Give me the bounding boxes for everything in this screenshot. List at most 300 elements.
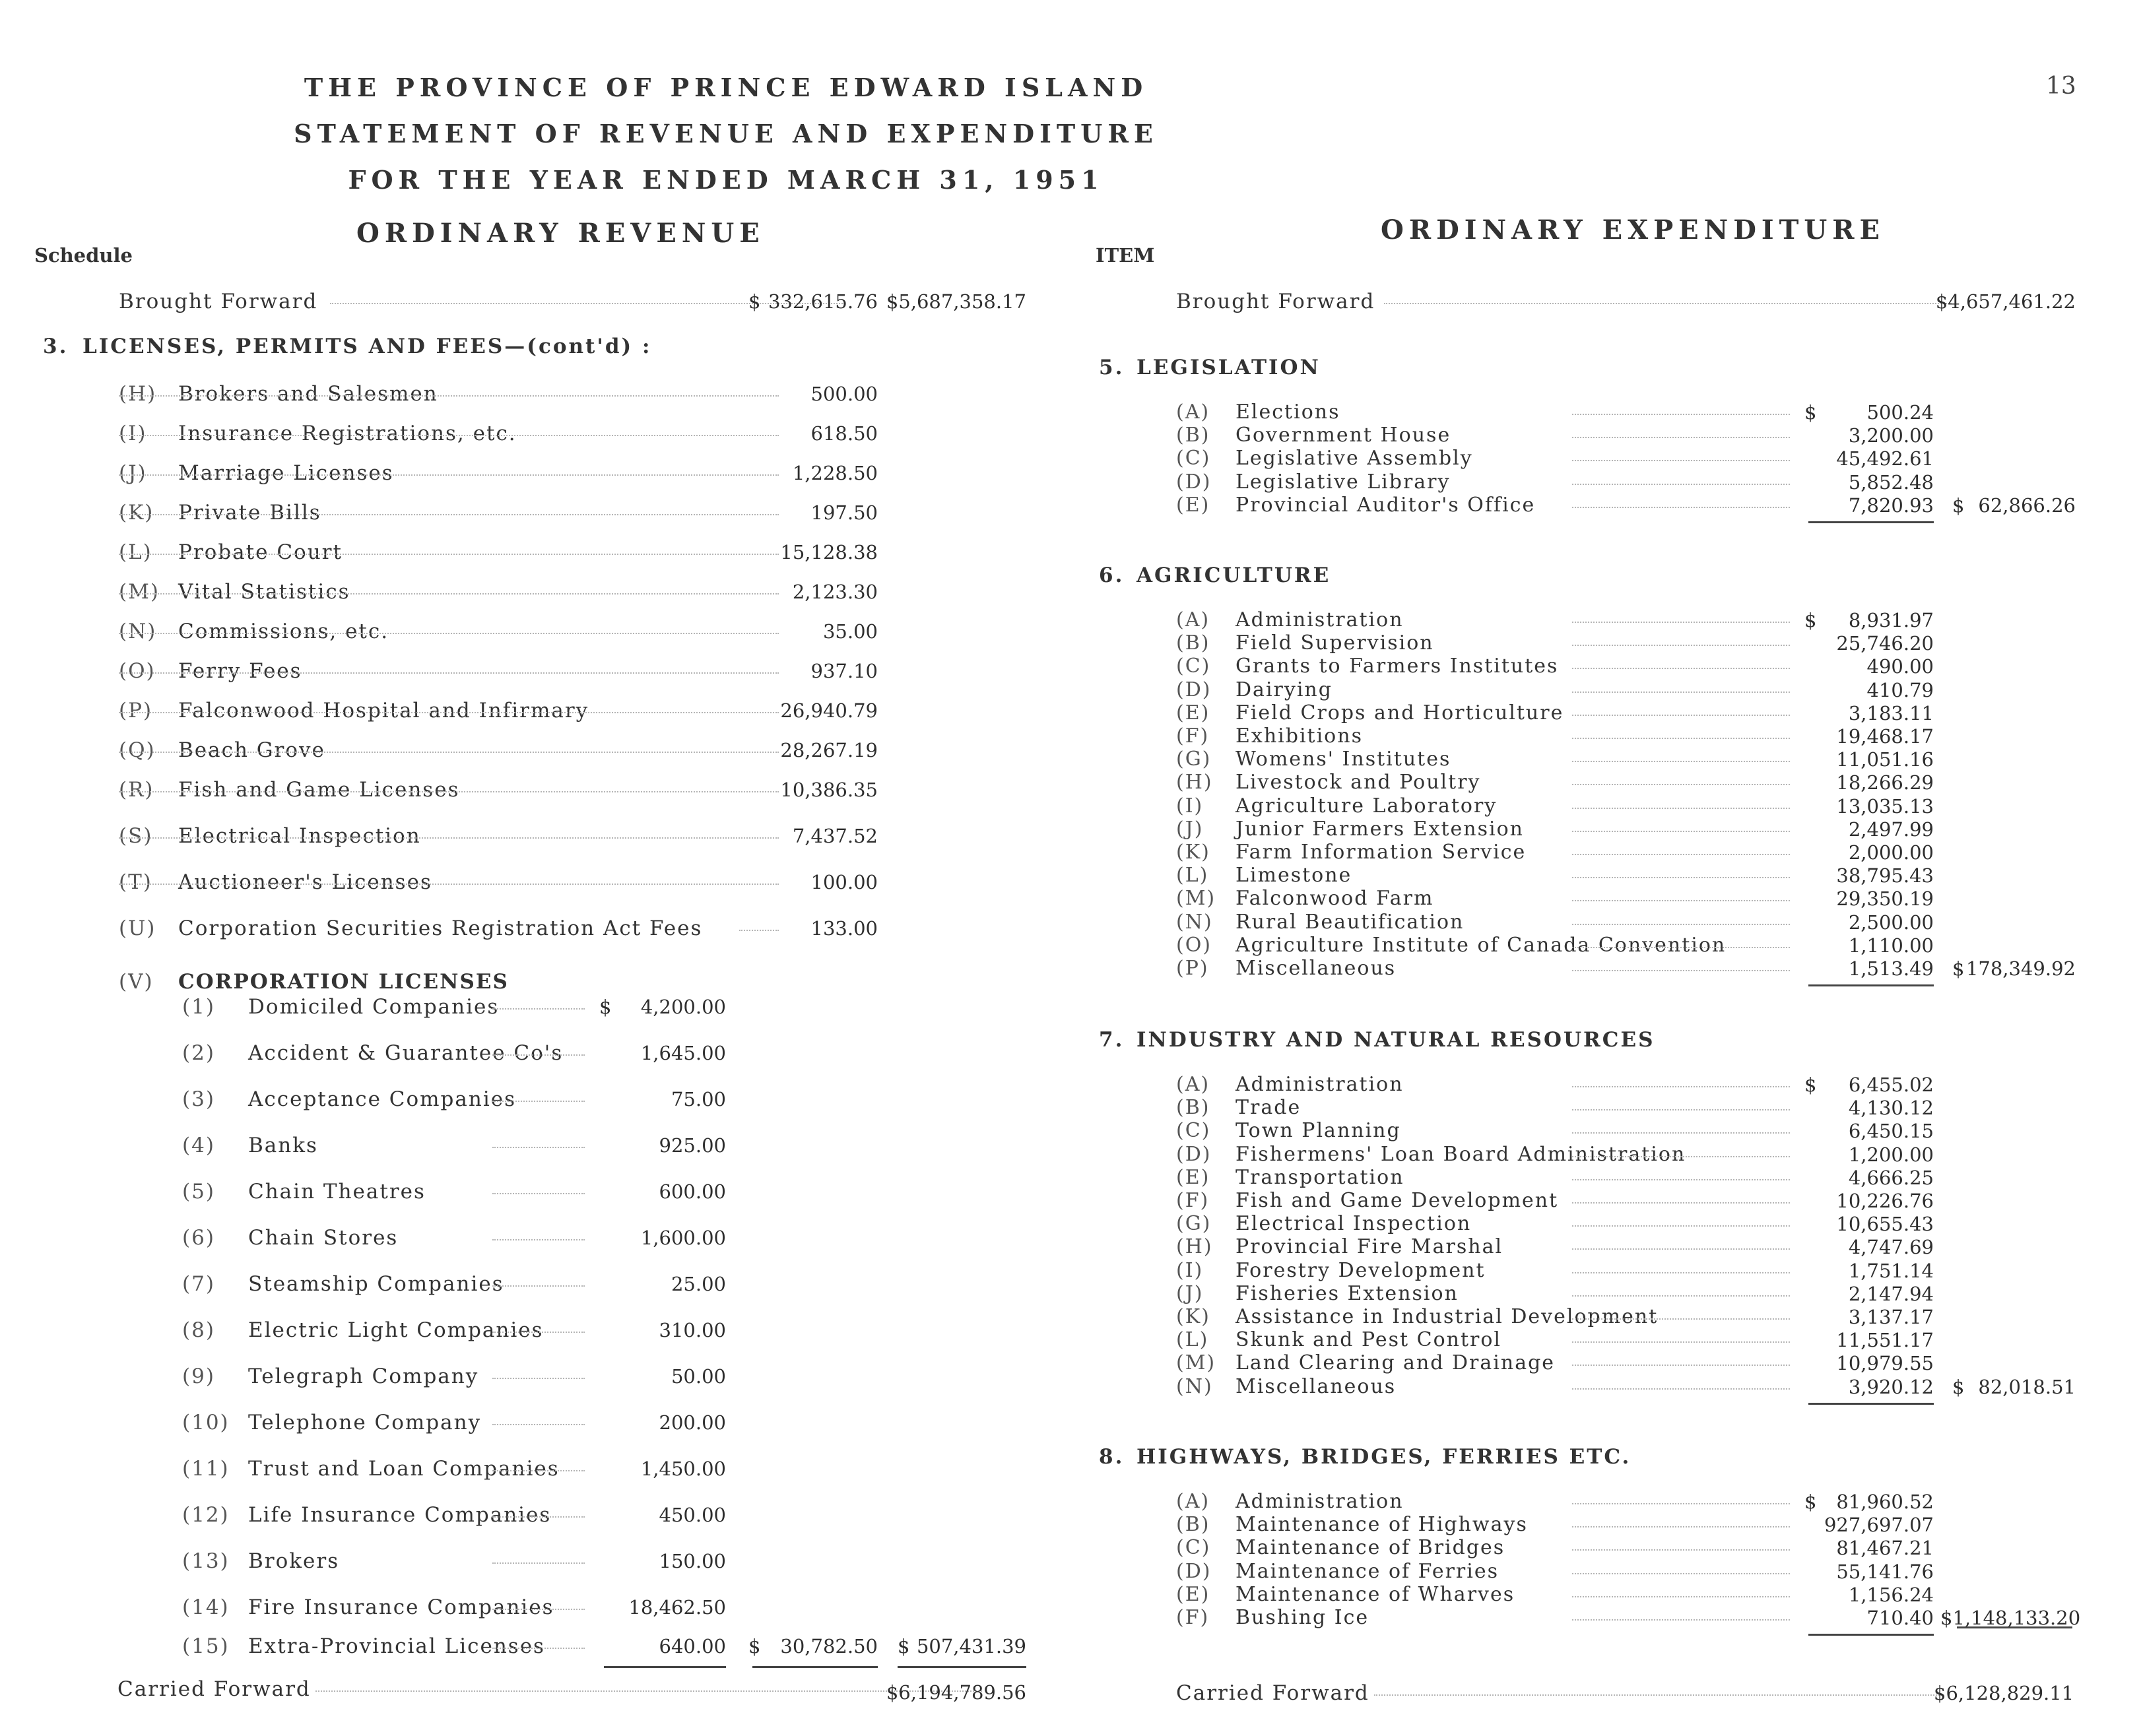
expenditure-title: ORDINARY EXPENDITURE (1381, 214, 1886, 245)
total-rule (898, 1666, 1026, 1668)
item-amount: 1,513.49 (1848, 957, 1934, 980)
item-label: Legislative Assembly (1235, 447, 1473, 470)
item-index: (5) (182, 1180, 215, 1204)
item-index: (C) (1176, 447, 1211, 470)
revenue-section-title: LICENSES, PERMITS AND FEES—(cont'd) : (82, 335, 652, 358)
item-amount: 4,130.12 (1848, 1097, 1934, 1119)
dollar-sign: $ (748, 290, 761, 313)
item-index: (11) (182, 1457, 230, 1481)
brought-forward-label: Brought Forward (119, 290, 318, 313)
leader-dots (1572, 460, 1790, 461)
item-amount: 5,852.48 (1848, 471, 1934, 494)
item-amount: 450.00 (659, 1504, 726, 1526)
item-index: (12) (182, 1503, 230, 1527)
item-amount: 618.50 (810, 422, 878, 445)
item-label: Elections (1235, 401, 1340, 424)
item-index: (H) (119, 382, 157, 406)
item-label: Miscellaneous (1235, 1375, 1397, 1398)
revenue-item-row (119, 658, 779, 684)
item-amount: 500.24 (1866, 401, 1934, 424)
item-amount: 10,226.76 (1836, 1190, 1934, 1212)
leader-dots (492, 1147, 585, 1148)
item-index: (B) (1176, 631, 1210, 655)
item-label: Exhibitions (1235, 724, 1363, 748)
item-amount: 4,200.00 (640, 996, 726, 1018)
expenditure-item-row (1176, 1513, 1790, 1537)
item-index: (F) (1176, 1189, 1210, 1212)
item-amount: 2,000.00 (1848, 841, 1934, 864)
item-index: (D) (1176, 678, 1212, 701)
header-line-2: STATEMENT OF REVENUE AND EXPENDITURE (294, 119, 1158, 148)
item-index: (3) (182, 1087, 215, 1111)
item-index: (O) (1176, 934, 1212, 957)
item-index: (F) (1176, 1606, 1210, 1629)
expenditure-item-row (1176, 701, 1790, 725)
expenditure-section-number: 7. (1099, 1028, 1125, 1052)
leader-dots (119, 633, 779, 634)
item-amount: 410.79 (1866, 679, 1934, 701)
leader-dots (119, 514, 779, 515)
item-label: Provincial Fire Marshal (1235, 1235, 1503, 1258)
revenue-item-row (119, 420, 779, 447)
leader-dots (119, 435, 779, 436)
expenditure-item-row (1176, 1328, 1790, 1352)
item-label: Farm Information Service (1235, 841, 1527, 864)
item-amount: 4,666.25 (1848, 1167, 1934, 1189)
item-label: Private Bills (178, 501, 321, 525)
revenue-item-row (119, 499, 779, 526)
item-index: (P) (1176, 957, 1209, 980)
corp-license-row (182, 1317, 585, 1343)
leader-dots (119, 884, 779, 885)
item-amount: 7,437.52 (792, 825, 878, 847)
revenue-carried-forward-amount: $6,194,789.56 (886, 1681, 1026, 1704)
item-label: Falconwood Farm (1235, 887, 1434, 910)
leader-dots (1572, 1248, 1790, 1250)
expenditure-section-title: INDUSTRY AND NATURAL RESOURCES (1136, 1028, 1655, 1052)
leader-dots (1572, 715, 1790, 716)
item-label: Ferry Fees (178, 659, 302, 683)
expenditure-item-row (1176, 1212, 1790, 1236)
item-label: Assistance in Industrial Development (1235, 1305, 1659, 1328)
revenue-item-row (119, 823, 779, 849)
expenditure-item-row (1176, 1536, 1790, 1560)
item-label: Government House (1235, 424, 1451, 447)
leader-dots (1572, 738, 1790, 739)
expenditure-item-row (1176, 1583, 1790, 1607)
leader-dots (1572, 761, 1790, 762)
item-label: Brokers (248, 1549, 340, 1573)
leader-dots (492, 1285, 585, 1287)
item-index: (B) (1176, 1096, 1210, 1119)
item-label: Corporation Securities Registration Act Fees (178, 916, 703, 940)
expenditure-item-row (1176, 1119, 1790, 1143)
item-label: Miscellaneous (1235, 957, 1397, 980)
item-index: (M) (1176, 887, 1216, 910)
corp-license-row (182, 1040, 585, 1066)
item-label: Administration (1235, 1073, 1404, 1096)
leader-dots (119, 554, 779, 555)
section-total: 82,018.51 (1978, 1376, 2076, 1398)
item-label: Womens' Institutes (1235, 748, 1451, 771)
item-label: Brokers and Salesmen (178, 382, 438, 406)
leader-dots (1572, 645, 1790, 646)
item-index: (4) (182, 1134, 215, 1157)
leader-dots (119, 791, 779, 792)
item-index: (13) (182, 1549, 230, 1573)
leader-dots (492, 1193, 585, 1194)
item-amount: 1,645.00 (640, 1042, 726, 1064)
corp-license-row (182, 1502, 585, 1528)
item-label: Domiciled Companies (248, 995, 500, 1019)
leader-dots (492, 1332, 585, 1333)
item-label: Chain Stores (248, 1226, 399, 1250)
leader-dots (1572, 970, 1790, 971)
corp-license-row (182, 1633, 585, 1659)
corp-license-row (182, 1178, 585, 1205)
item-label: Vital Statistics (178, 580, 350, 604)
item-index: (C) (1176, 1536, 1211, 1559)
item-index: (B) (1176, 1513, 1210, 1536)
item-amount: 1,200.00 (1848, 1143, 1934, 1166)
total-rule (1808, 521, 1934, 523)
dollar-sign: $ (1804, 1491, 1817, 1513)
leader-dots (1572, 622, 1790, 623)
leader-dots (1572, 484, 1790, 485)
leader-dots (1572, 1526, 1790, 1527)
leader-dots (1572, 1365, 1790, 1366)
expenditure-item-row (1176, 1606, 1790, 1630)
expenditure-item-row (1176, 934, 1790, 957)
item-label: Electrical Inspection (1235, 1212, 1472, 1235)
item-index: (8) (182, 1318, 215, 1342)
item-amount: 927,697.07 (1824, 1514, 1934, 1536)
leader-dots (1572, 691, 1790, 693)
expenditure-item-row (1176, 1143, 1790, 1167)
dollar-sign: $ (1952, 1376, 1965, 1398)
expenditure-item-row (1176, 655, 1790, 678)
item-index: (M) (1176, 1351, 1216, 1374)
item-index: (1) (182, 995, 215, 1019)
item-amount: 10,386.35 (780, 779, 878, 801)
item-amount: 18,462.50 (628, 1596, 726, 1619)
expenditure-item-row (1176, 748, 1790, 771)
item-label: Rural Beautification (1235, 911, 1465, 934)
corp-license-row (182, 1594, 585, 1621)
leader-dots (119, 837, 779, 839)
item-label: Field Crops and Horticulture (1235, 701, 1564, 724)
item-amount: 50.00 (671, 1365, 726, 1388)
item-index: (L) (1176, 864, 1209, 887)
item-amount: 10,655.43 (1836, 1213, 1934, 1235)
leader-dots (1572, 1503, 1790, 1504)
corp-licenses-heading (119, 969, 713, 995)
item-amount: 13,035.13 (1836, 795, 1934, 818)
revenue-section-total: 507,431.39 (916, 1635, 1026, 1657)
item-label: Administration (1235, 1490, 1404, 1513)
item-amount: 925.00 (659, 1134, 726, 1157)
leader-dots (1572, 1156, 1790, 1157)
item-index: (C) (1176, 655, 1211, 678)
item-label: Maintenance of Wharves (1235, 1583, 1515, 1606)
item-amount: 2,500.00 (1848, 911, 1934, 934)
leader-dots (1572, 1341, 1790, 1343)
leader-dots (492, 1239, 585, 1240)
item-index: (I) (119, 422, 147, 445)
item-index: (G) (1176, 748, 1212, 771)
item-amount: 490.00 (1866, 655, 1934, 678)
item-amount: 81,960.52 (1836, 1491, 1934, 1513)
expenditure-section-title: HIGHWAYS, BRIDGES, FERRIES ETC. (1136, 1445, 1631, 1469)
item-label: Legislative Library (1235, 470, 1451, 494)
item-amount: 28,267.19 (780, 739, 878, 761)
item-amount: 500.00 (810, 383, 878, 405)
expenditure-item-row (1176, 608, 1790, 632)
item-label: Fish and Game Development (1235, 1189, 1559, 1212)
leader-dots (1384, 303, 1952, 304)
total-rule (604, 1666, 726, 1668)
leader-dots (1572, 1549, 1790, 1551)
item-index: (D) (1176, 470, 1212, 494)
item-index: (L) (1176, 1328, 1209, 1351)
expenditure-item-row (1176, 1282, 1790, 1306)
expenditure-item-row (1176, 771, 1790, 794)
item-amount: 1,156.24 (1848, 1584, 1934, 1606)
header-line-1: THE PROVINCE OF PRINCE EDWARD ISLAND (304, 73, 1148, 102)
expenditure-item-row (1176, 631, 1790, 655)
item-index: (U) (119, 916, 156, 940)
leader-dots (1572, 1272, 1790, 1273)
item-amount: 640.00 (659, 1635, 726, 1657)
revenue-item-row (119, 539, 779, 565)
item-index: (14) (182, 1595, 230, 1619)
corp-license-row (182, 994, 585, 1020)
expenditure-section-title: AGRICULTURE (1136, 563, 1331, 587)
item-label: ITEM (1096, 244, 1155, 267)
leader-dots (1572, 1132, 1790, 1134)
item-index: (N) (119, 620, 157, 643)
item-index: (S) (119, 824, 153, 848)
item-index: (9) (182, 1365, 215, 1388)
leader-dots (492, 1516, 585, 1518)
expenditure-item-row (1176, 424, 1790, 447)
total-rule (1808, 1403, 1934, 1405)
leader-dots (1572, 924, 1790, 925)
item-index: (D) (1176, 1560, 1212, 1583)
item-amount: 600.00 (659, 1180, 726, 1203)
item-amount: 310.00 (659, 1319, 726, 1341)
item-amount: 2,123.30 (792, 581, 878, 603)
item-amount: 29,350.19 (1836, 887, 1934, 910)
item-index: (10) (182, 1411, 230, 1434)
leader-dots (1572, 437, 1790, 438)
item-amount: 19,468.17 (1836, 725, 1934, 748)
item-index: (N) (1176, 1375, 1213, 1398)
expenditure-brought-forward-amount: $4,657,461.22 (1935, 290, 2076, 313)
item-amount: 1,228.50 (792, 462, 878, 484)
item-amount: 11,551.17 (1836, 1329, 1934, 1351)
item-label: Agriculture Laboratory (1235, 794, 1498, 818)
item-amount: 25,746.20 (1836, 632, 1934, 655)
expenditure-item-row (1176, 1490, 1790, 1514)
expenditure-section-number: 6. (1099, 563, 1125, 587)
item-index: (A) (1176, 1490, 1210, 1513)
item-label: Insurance Registrations, etc. (178, 422, 517, 445)
item-amount: 75.00 (671, 1088, 726, 1110)
leader-dots (1572, 1318, 1790, 1320)
expenditure-item-row (1176, 1166, 1790, 1190)
item-label: Dairying (1235, 678, 1333, 701)
leader-dots (1572, 1202, 1790, 1204)
expenditure-item-row (1176, 957, 1790, 981)
corp-license-row (182, 1409, 585, 1436)
leader-dots (119, 593, 779, 595)
expenditure-item-row (1176, 794, 1790, 818)
expenditure-item-row (1176, 887, 1790, 911)
revenue-item-row (119, 915, 779, 942)
item-index: (Q) (119, 738, 156, 762)
item-label: Chain Theatres (248, 1180, 426, 1204)
leader-dots (1572, 784, 1790, 785)
item-label: Agriculture Institute of Canada Convention (1235, 934, 1727, 957)
expenditure-item-row (1176, 678, 1790, 702)
dollar-sign: $ (898, 1635, 910, 1657)
expenditure-item-row (1176, 724, 1790, 748)
leader-dots (1572, 507, 1790, 508)
expenditure-item-row (1176, 494, 1790, 517)
revenue-item-row (119, 737, 779, 763)
expenditure-item-row (1176, 1189, 1790, 1213)
expenditure-item-row (1176, 1305, 1790, 1329)
brought-forward-amount-2: $5,687,358.17 (886, 290, 1026, 313)
page-number: 13 (2046, 73, 2076, 100)
expenditure-item-row (1176, 911, 1790, 934)
item-amount: 937.10 (810, 660, 878, 682)
total-rule (1808, 1634, 1934, 1636)
corp-license-row (182, 1271, 585, 1297)
item-index: (K) (119, 501, 154, 525)
carried-forward-label: Carried Forward (1176, 1681, 1369, 1705)
item-index: (15) (182, 1634, 230, 1658)
leader-dots (1572, 808, 1790, 809)
item-index: (C) (1176, 1119, 1211, 1142)
total-rule (1957, 1626, 2072, 1628)
item-label: Life Insurance Companies (248, 1503, 552, 1527)
item-amount: 1,751.14 (1848, 1260, 1934, 1282)
item-amount: 2,497.99 (1848, 818, 1934, 841)
item-amount: 3,920.12 (1848, 1376, 1934, 1398)
item-label: Maintenance of Bridges (1235, 1536, 1505, 1559)
corp-license-row (182, 1086, 585, 1112)
leader-dots (1374, 1694, 1942, 1696)
item-amount: 2,147.94 (1848, 1283, 1934, 1305)
expenditure-item-row (1176, 1375, 1790, 1399)
item-label: Maintenance of Highways (1235, 1513, 1528, 1536)
leader-dots (1572, 668, 1790, 669)
expenditure-item-row (1176, 1096, 1790, 1120)
item-index: (M) (119, 580, 160, 604)
item-index: (J) (1176, 1282, 1204, 1305)
revenue-section-number: 3. (43, 335, 69, 358)
leader-dots (492, 1470, 585, 1471)
leader-dots (492, 1054, 585, 1056)
item-label: Maintenance of Ferries (1235, 1560, 1499, 1583)
item-label: Grants to Farmers Institutes (1235, 655, 1559, 678)
schedule-label: Schedule (34, 244, 133, 267)
expenditure-item-row (1176, 1259, 1790, 1283)
item-index: (D) (1176, 1143, 1212, 1166)
item-label: Administration (1235, 608, 1404, 631)
item-amount: 150.00 (659, 1550, 726, 1572)
item-label: Fishermens' Loan Board Administration (1235, 1143, 1686, 1166)
leader-dots (1572, 414, 1790, 415)
corp-license-row (182, 1132, 585, 1159)
item-label: Trade (1235, 1096, 1301, 1119)
item-amount: 6,455.02 (1848, 1074, 1934, 1096)
expenditure-item-row (1176, 818, 1790, 841)
item-amount: 4,747.69 (1848, 1236, 1934, 1258)
item-index: (A) (1176, 401, 1210, 424)
leader-dots (1572, 900, 1790, 901)
leader-dots (119, 395, 779, 397)
leader-dots (119, 712, 779, 713)
section-total: 178,349.92 (1965, 957, 2076, 980)
item-amount: 7,820.93 (1848, 494, 1934, 517)
item-index: (I) (1176, 794, 1204, 818)
revenue-title: ORDINARY REVENUE (356, 218, 765, 249)
item-amount: 45,492.61 (1836, 447, 1934, 470)
item-amount: 18,266.29 (1836, 771, 1934, 794)
corp-license-row (182, 1548, 585, 1574)
leader-dots (492, 1101, 585, 1102)
expenditure-item-row (1176, 1235, 1790, 1259)
revenue-item-row (119, 777, 779, 803)
carried-forward-label: Carried Forward (117, 1677, 311, 1701)
item-label: Acceptance Companies (248, 1087, 517, 1111)
expenditure-section-number: 8. (1099, 1445, 1125, 1469)
leader-dots (492, 1424, 585, 1425)
item-amount: 26,940.79 (780, 699, 878, 722)
leader-dots (1572, 1225, 1790, 1227)
item-label: Bushing Ice (1235, 1606, 1369, 1629)
item-amount: 1,110.00 (1848, 934, 1934, 957)
expenditure-item-row (1176, 401, 1790, 424)
corp-licenses-title: CORPORATION LICENSES (178, 970, 509, 994)
item-amount: 1,450.00 (640, 1458, 726, 1480)
item-index: (A) (1176, 608, 1210, 631)
item-amount: 197.50 (810, 501, 878, 524)
expenditure-item-row (1176, 1073, 1790, 1097)
item-label: Land Clearing and Drainage (1235, 1351, 1556, 1374)
item-label: Probate Court (178, 540, 343, 564)
brought-forward-label: Brought Forward (1176, 290, 1375, 313)
item-index: (K) (1176, 841, 1210, 864)
leader-dots (1572, 1573, 1790, 1574)
expenditure-item-row (1176, 447, 1790, 470)
item-index: (T) (119, 870, 152, 894)
item-index: (I) (1176, 1259, 1204, 1282)
expenditure-section-number: 5. (1099, 356, 1125, 379)
item-amount: 3,137.17 (1848, 1306, 1934, 1328)
item-amount: 133.00 (810, 917, 878, 940)
expenditure-item-row (1176, 1560, 1790, 1584)
item-label: Trust and Loan Companies (248, 1457, 560, 1481)
item-label: Electrical Inspection (178, 824, 421, 848)
item-amount: 25.00 (671, 1273, 726, 1295)
leader-dots (1572, 1596, 1790, 1597)
dollar-sign: $ (748, 1635, 761, 1657)
total-rule (752, 1666, 878, 1668)
